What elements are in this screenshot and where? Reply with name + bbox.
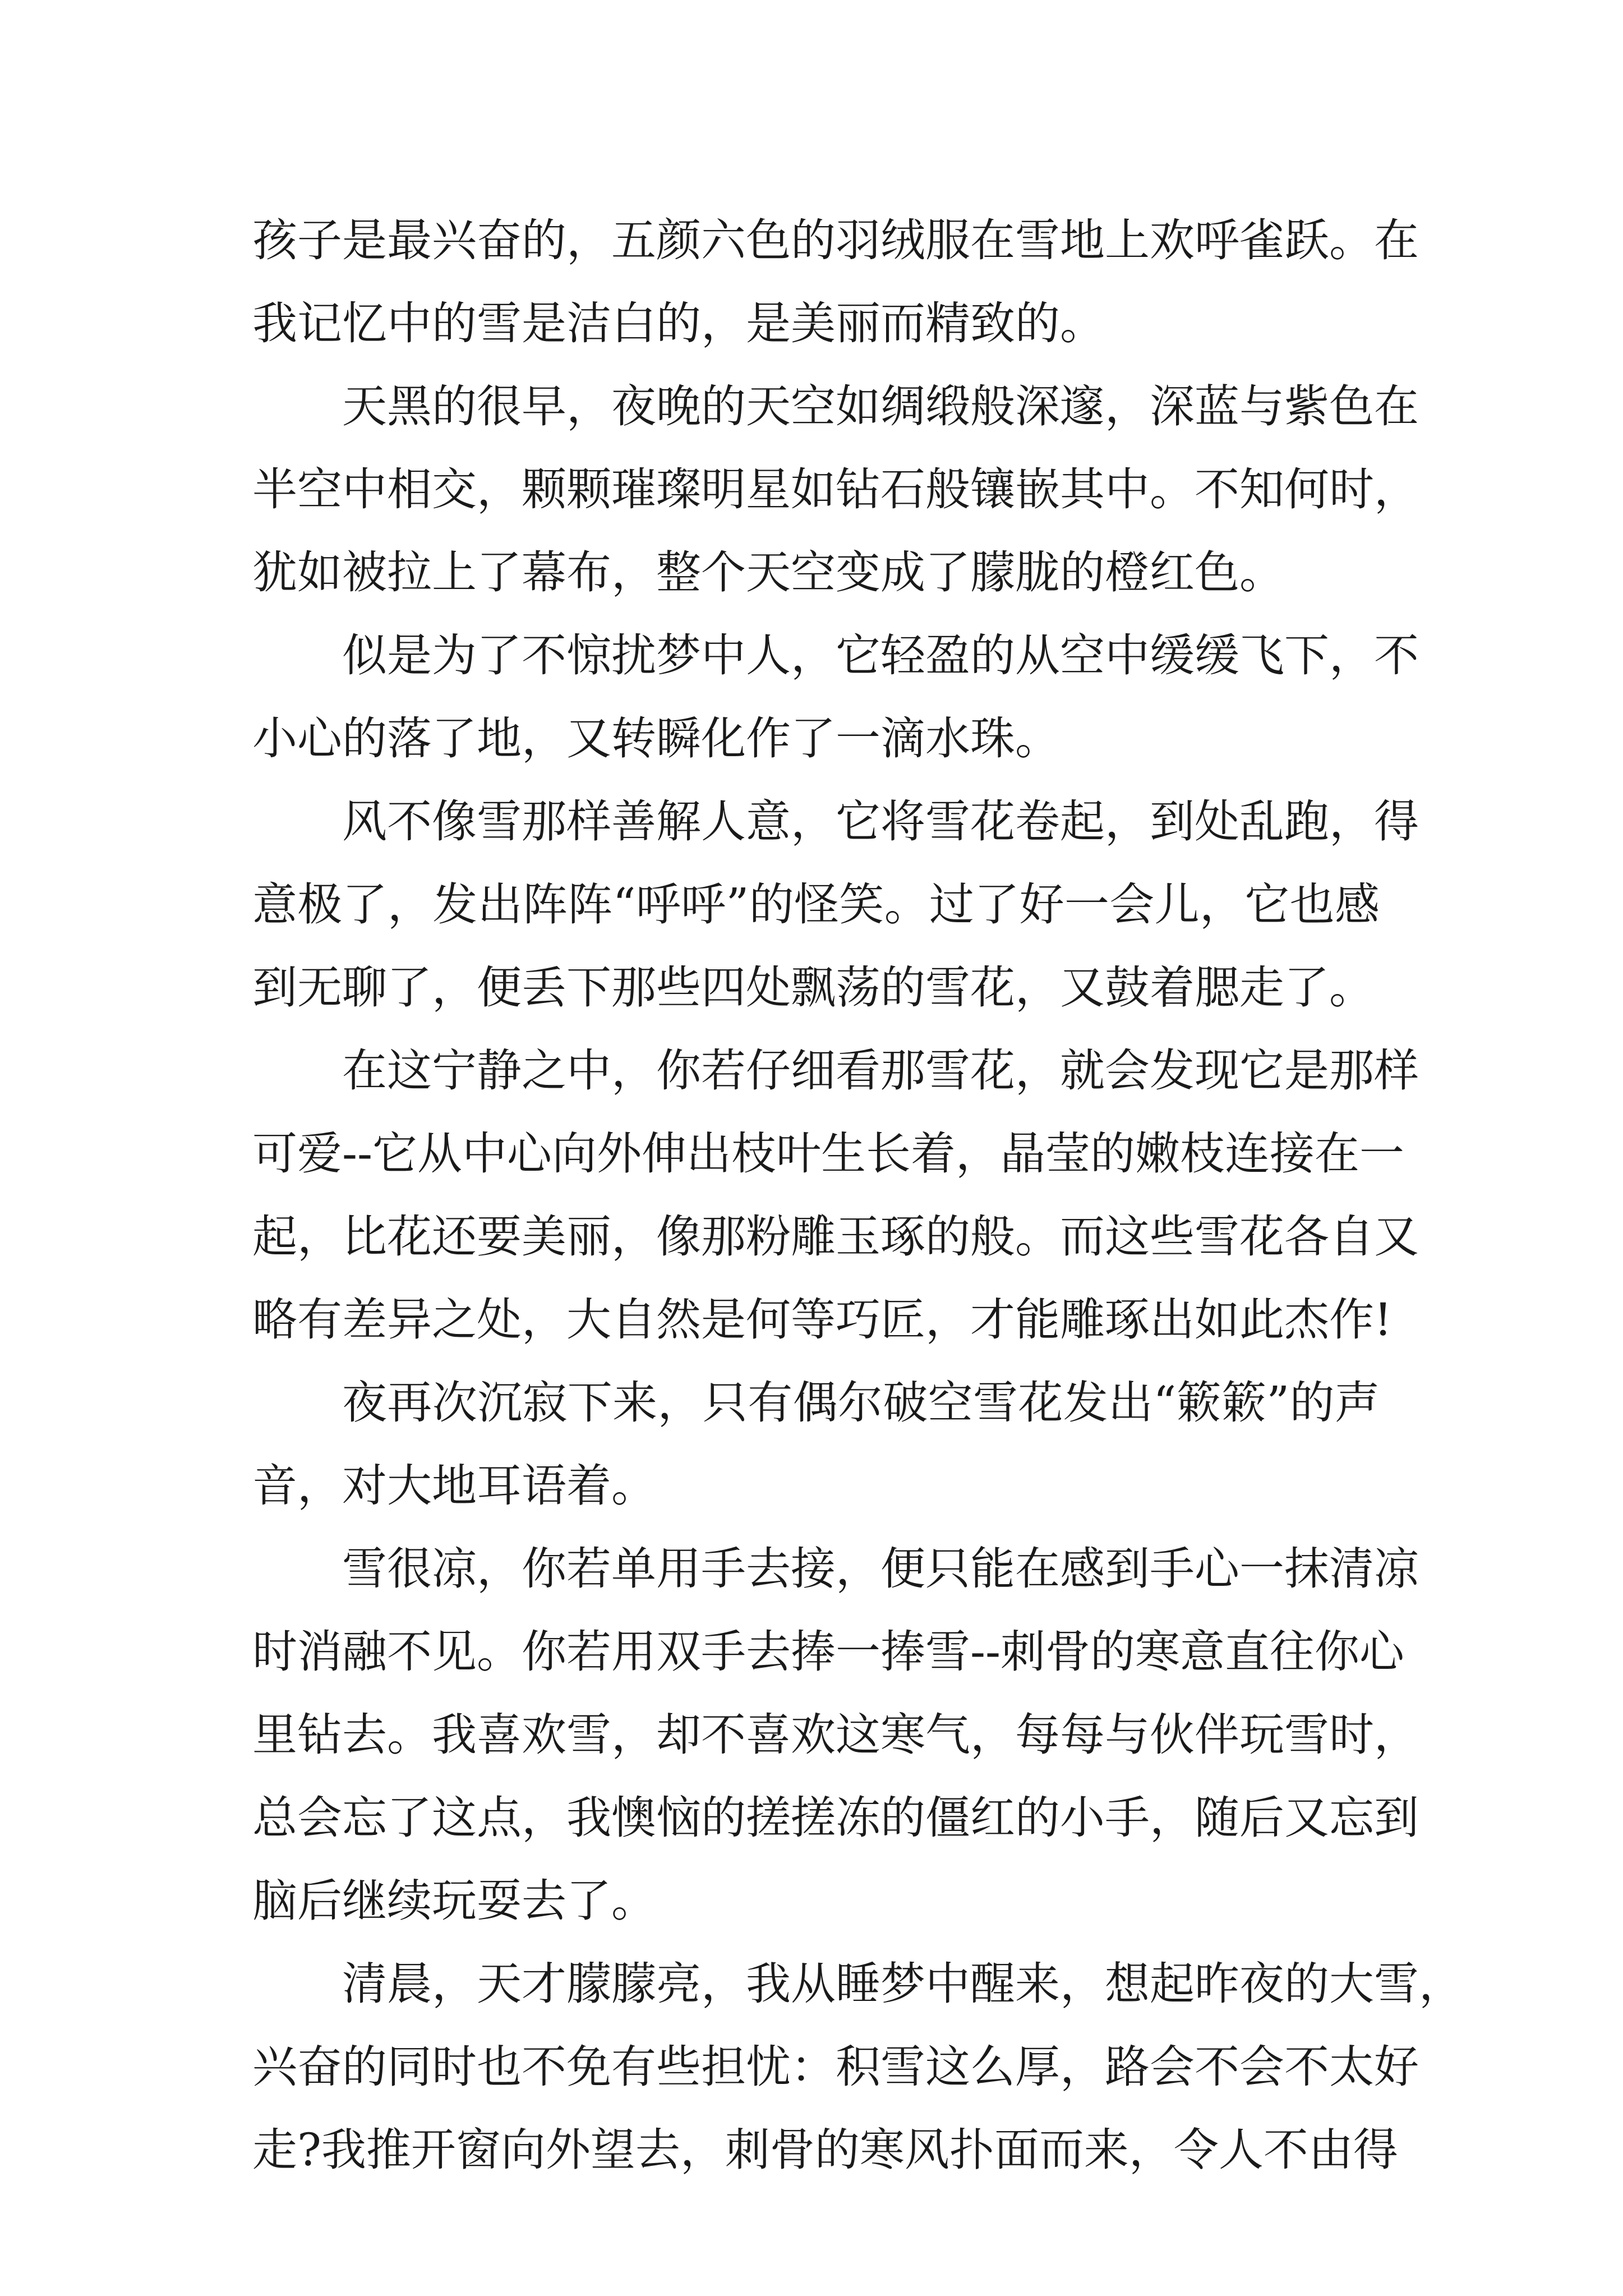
text-line: 半空中相交，颗颗璀璨明星如钻石般镶嵌其中。不知何时，: [252, 463, 1419, 516]
text-line: 我记忆中的雪是洁白的，是美丽而精致的。: [252, 297, 1105, 349]
text-line: 到无聊了，便丢下那些四处飘荡的雪花，又鼓着腮走了。: [252, 961, 1374, 1014]
text-line: 走?我推开窗向外望去，刺骨的寒风扑面而来，令人不由得: [252, 2124, 1398, 2176]
text-line: 夜再次沉寂下来，只有偶尔破空雪花发出“簌簌”的声: [342, 1377, 1380, 1429]
body-text: [252, 199, 1464, 2192]
text-line: 起，比花还要美丽，像那粉雕玉琢的般。而这些雪花各自又: [252, 1211, 1419, 1263]
text-line: 意极了，发出阵阵“呼呼”的怪笑。过了好一会儿，它也感: [252, 878, 1380, 931]
text-line: 孩子是最兴奋的，五颜六色的羽绒服在雪地上欢呼雀跃。在: [252, 214, 1419, 266]
text-line: 犹如被拉上了幕布，整个天空变成了朦胧的橙红色。: [252, 546, 1284, 599]
text-line: 略有差异之处，大自然是何等巧匠，才能雕琢出如此杰作!: [252, 1294, 1393, 1346]
text-line: 时消融不见。你若用双手去捧一捧雪--刺骨的寒意直往你心: [252, 1626, 1405, 1678]
text-line: 风不像雪那样善解人意，它将雪花卷起，到处乱跑，得: [342, 795, 1419, 848]
text-line: 脑后继续玩耍去了。: [252, 1875, 656, 1927]
text-line: 音，对大地耳语着。: [252, 1460, 656, 1512]
text-line: 小心的落了地，又转瞬化作了一滴水珠。: [252, 712, 1060, 765]
text-line: 雪很凉，你若单用手去接，便只能在感到手心一抹清凉: [342, 1543, 1419, 1595]
text-line: 似是为了不惊扰梦中人，它轻盈的从空中缓缓飞下，不: [342, 629, 1419, 682]
text-line: 清晨，天才朦朦亮，我从睡梦中醒来，想起昨夜的大雪，: [342, 1958, 1464, 2010]
text-line: 在这宁静之中，你若仔细看那雪花，就会发现它是那样: [342, 1045, 1419, 1097]
text-line: 可爱--它从中心向外伸出枝叶生长着，晶莹的嫩枝连接在一: [252, 1128, 1405, 1180]
text-line: 总会忘了这点，我懊恼的搓搓冻的僵红的小手，随后又忘到: [252, 1792, 1419, 1844]
text-line: 兴奋的同时也不免有些担忧：积雪这么厚，路会不会不太好: [252, 2041, 1419, 2093]
text-line: 天黑的很早，夜晚的天空如绸缎般深邃，深蓝与紫色在: [342, 380, 1419, 432]
text-line: 里钻去。我喜欢雪，却不喜欢这寒气，每每与伙伴玩雪时，: [252, 1709, 1419, 1761]
